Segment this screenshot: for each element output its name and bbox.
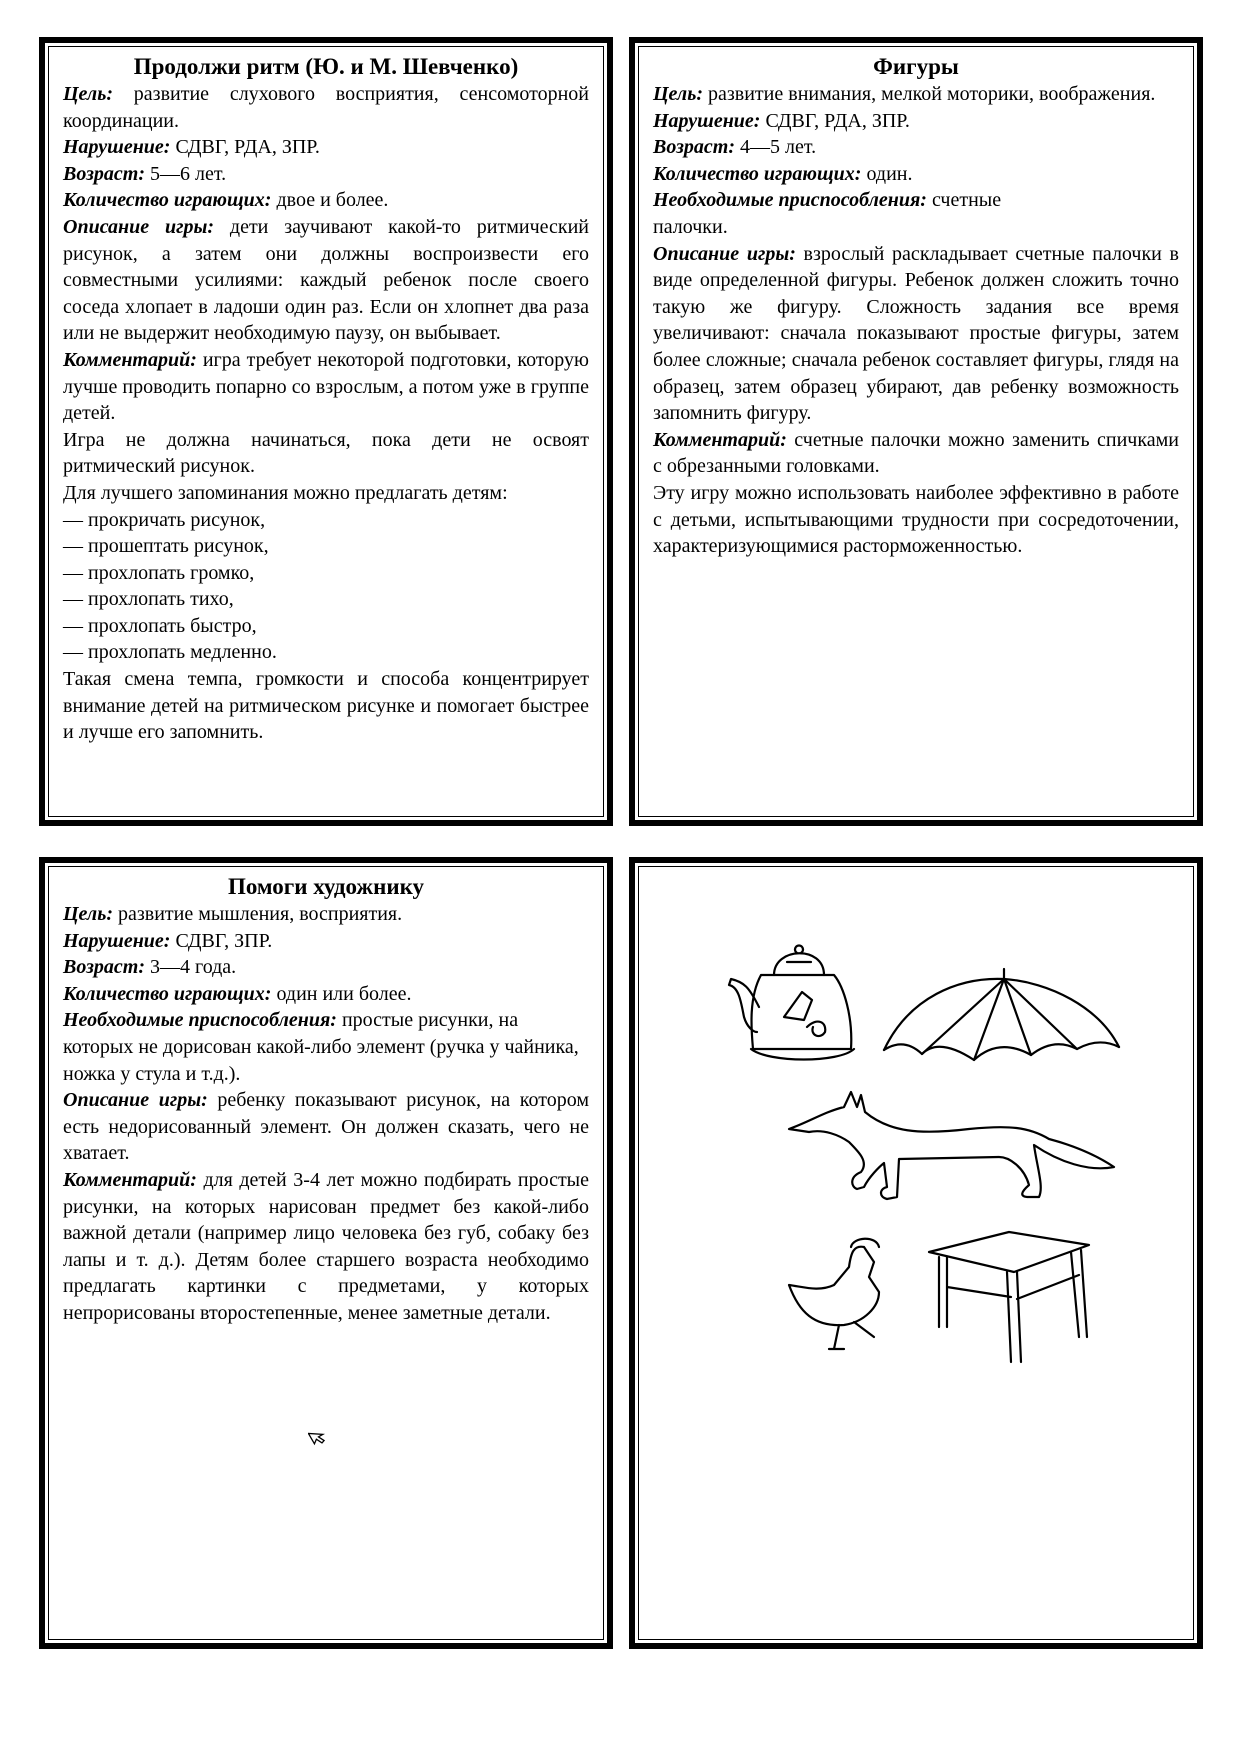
- teapot-icon: [729, 946, 854, 1060]
- age-line: [63, 954, 589, 981]
- comment-text: для детей 3-4 лет можно подбирать простые рисунки, на которых нарисован предмет без какой-либо важной детали (например лицо человека без губ, собаку без лапы и т. д.). Детям более старшего возраста необходимо предлагать картинки с предметами, у которых непрорисованы второстепенные, менее заметные детали.: [63, 1168, 589, 1324]
- card-title: Продолжи ритм (Ю. и М. Шевченко): [133, 54, 519, 79]
- players-label: Количество играющих:: [653, 162, 862, 185]
- card-continue-rhythm: [39, 37, 613, 826]
- card-inner: [48, 46, 604, 817]
- card-title: Помоги художнику: [227, 874, 425, 899]
- pictures-illustration: [639, 867, 1193, 1639]
- age-label: Возраст:: [63, 162, 145, 185]
- tools-line: [63, 1007, 589, 1087]
- disorder-label: Нарушение:: [63, 136, 171, 159]
- disorder-line: [63, 928, 589, 955]
- goal-text: развитие внимания, мелкой моторики, воображения.: [703, 83, 1156, 105]
- players-line: [63, 981, 589, 1008]
- goal-line: [63, 81, 589, 134]
- card-inner: [48, 866, 604, 1640]
- list-item: — прохлопать быстро,: [63, 614, 257, 637]
- tools-text: счетные палочки.: [653, 189, 1002, 238]
- rooster-icon: [789, 1239, 879, 1349]
- tools-label: Необходимые приспособления:: [63, 1009, 337, 1032]
- disorder-text: СДВГ, ЗПР.: [170, 929, 273, 952]
- players-line: [63, 187, 589, 214]
- age-line: [653, 134, 1179, 161]
- goal-label: Цель:: [63, 903, 113, 925]
- extra-text: Эту игру можно использовать наиболее эффективно в работе с детьми, испытывающими трудности при сосредоточении, характеризующимися расторможенностью.: [653, 481, 1179, 558]
- players-label: Количество играющих:: [63, 189, 272, 212]
- disorder-label: Нарушение:: [63, 929, 171, 952]
- list-item: — прошептать рисунок,: [63, 535, 269, 558]
- description-line: [63, 214, 589, 347]
- description-text: ребенку показывают рисунок, на котором есть недорисованный элемент. Он должен сказать, чего не хватает.: [63, 1089, 589, 1165]
- tools-label: Необходимые приспособления:: [653, 189, 927, 212]
- list-item: — прохлопать громко,: [63, 561, 255, 584]
- card-inner: [638, 46, 1194, 817]
- age-line: [63, 161, 589, 188]
- comment-text: счетные палочки можно заменить спичками с обрезанными головками.: [653, 428, 1179, 478]
- comment-line: [63, 1167, 589, 1327]
- comment-text: игра требует некоторой подготовки, которую лучше проводить попарно со взрослым, а потом уже в группе детей.: [63, 348, 589, 425]
- description-label: Описание игры:: [63, 215, 215, 238]
- goal-text: развитие слухового восприятия, сенсомоторной координации.: [63, 83, 589, 132]
- goal-line: [653, 81, 1179, 108]
- comment-label: Комментарий:: [63, 1168, 197, 1191]
- umbrella-icon: [884, 969, 1119, 1060]
- goal-text: развитие мышления, восприятия.: [113, 903, 403, 925]
- description-label: Описание игры:: [653, 242, 796, 265]
- description-line: [63, 1087, 589, 1167]
- comment-label: Комментарий:: [653, 428, 787, 451]
- list-item: — прохлопать медленно.: [63, 641, 277, 664]
- description-text: дети заучивают какой-то ритмический рисунок, а затем они должны воспроизвести его совместными усилиями: каждый ребенок после своего соседа хлопает в ладоши один раз. Если он хлопнет два раза или не выдержит необходимую паузу, он выбывает.: [63, 215, 589, 345]
- mouse-cursor-icon: [308, 1426, 330, 1453]
- description-text: взрослый раскладывает счетные палочки в виде определенной фигуры. Ребенок должен сложить точно такую же фигуру. Сложность задания все время увеличивают: сначала показывают простые фигуры, затем более сложные; сначала ребенок составляет фигуры, глядя на образец, затем образец убирают, дав ребенку возможность запомнить фигуру.: [653, 242, 1179, 425]
- disorder-line: [653, 108, 1179, 135]
- players-text: один.: [861, 162, 913, 185]
- age-text: 3—4 года.: [144, 956, 237, 979]
- disorder-label: Нарушение:: [653, 109, 761, 132]
- extra-text: Для лучшего запоминания можно предлагать детям:: [63, 481, 508, 504]
- disorder-text: СДВГ, РДА, ЗПР.: [170, 136, 320, 159]
- extra-text: Игра не должна начинаться, пока дети не освоят ритмический рисунок.: [63, 428, 589, 478]
- goal-label: Цель:: [63, 83, 113, 105]
- disorder-text: СДВГ, РДА, ЗПР.: [760, 109, 910, 132]
- age-label: Возраст:: [63, 956, 145, 979]
- tools-line: [653, 187, 1073, 240]
- list-item: — прохлопать тихо,: [63, 588, 234, 611]
- stool-icon: [929, 1232, 1089, 1362]
- description-line: [653, 241, 1179, 427]
- description-label: Описание игры:: [63, 1089, 208, 1112]
- goal-label: Цель:: [653, 83, 703, 105]
- players-line: [653, 161, 1179, 188]
- goal-line: [63, 901, 589, 928]
- players-text: двое и более.: [271, 189, 389, 212]
- players-label: Количество играющих:: [63, 982, 272, 1005]
- card-help-artist: [39, 857, 613, 1649]
- players-text: один или более.: [271, 982, 412, 1005]
- disorder-line: [63, 134, 589, 161]
- comment-label: Комментарий:: [63, 348, 197, 371]
- card-pictures: [629, 857, 1203, 1649]
- extra-text: Такая смена темпа, громкости и способа концентрирует внимание детей на ритмическом рисунке и помогает быстрее и лучше его запомнить.: [63, 668, 589, 744]
- fox-icon: [789, 1092, 1114, 1199]
- card-inner: [638, 866, 1194, 1640]
- comment-line: [63, 347, 589, 427]
- age-text: 4—5 лет.: [734, 136, 817, 159]
- card-title: Фигуры: [873, 54, 959, 79]
- list-item: — прокричать рисунок,: [63, 508, 266, 531]
- age-label: Возраст:: [653, 136, 735, 159]
- age-text: 5—6 лет.: [144, 162, 227, 185]
- tools-text: простые рисунки, на которых не дорисован какой-либо элемент (ручка у чайника, ножка у стула и т.д.).: [63, 1009, 579, 1085]
- card-figures: [629, 37, 1203, 826]
- comment-line: [653, 427, 1179, 480]
